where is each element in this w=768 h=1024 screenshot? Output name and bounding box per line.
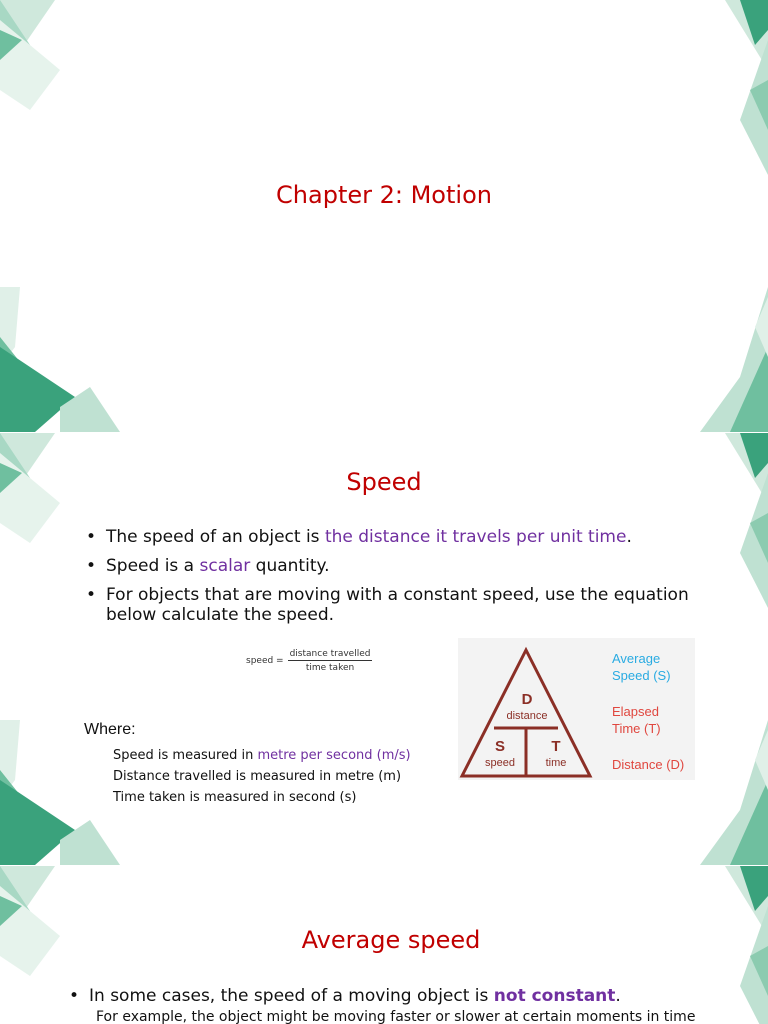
formula-denominator: time taken (305, 663, 355, 673)
slide-title: Speed (346, 468, 422, 496)
triangle-t-word: time (545, 757, 567, 769)
slide-title: Chapter 2: Motion (276, 181, 492, 209)
bullet-list (84, 527, 704, 634)
speed-formula (246, 649, 372, 673)
units-line: Speed is measured in metre per second (m/s) (113, 748, 411, 763)
where-label: Where: (84, 721, 136, 738)
units-line: Time taken is measured in second (s) (113, 790, 357, 805)
units-line: Distance travelled is measured in metre (m) (113, 769, 402, 784)
triangle-t-letter: T (551, 738, 561, 755)
slide-3 (0, 866, 768, 1024)
slide-1 (0, 0, 768, 432)
legend-time: Time (T) (612, 721, 661, 736)
slide-title: Average speed (301, 926, 481, 954)
units-list (113, 745, 411, 808)
decorative-background (0, 0, 768, 432)
formula-lhs: speed = (246, 656, 284, 666)
example-text: For example, the object might be moving faster or slower at certain moments in time (96, 1009, 696, 1024)
speed-triangle-diagram (458, 638, 695, 780)
triangle-s-word: speed (485, 757, 515, 769)
legend-average: Average (612, 651, 661, 666)
legend-distance: Distance (D) (612, 757, 685, 772)
legend-speed: Speed (S) (612, 668, 671, 683)
legend-elapsed: Elapsed (612, 704, 659, 719)
triangle-s-letter: S (494, 738, 506, 755)
triangle-d-word: distance (506, 710, 548, 722)
bullet-item: • Speed is a scalar quantity. (84, 556, 704, 576)
slide-2 (0, 433, 768, 865)
bullet-item: • In some cases, the speed of a moving object is not constant. (67, 986, 747, 1006)
formula-fraction (288, 649, 373, 673)
formula-numerator: distance travelled (289, 649, 371, 659)
triangle-svg (458, 638, 695, 780)
bullet-item: • The speed of an object is the distance it travels per unit time. (84, 527, 704, 547)
bullet-item: • For objects that are moving with a constant speed, use the equation below calculate the speed. (84, 585, 704, 625)
triangle-d-letter: D (521, 691, 533, 708)
